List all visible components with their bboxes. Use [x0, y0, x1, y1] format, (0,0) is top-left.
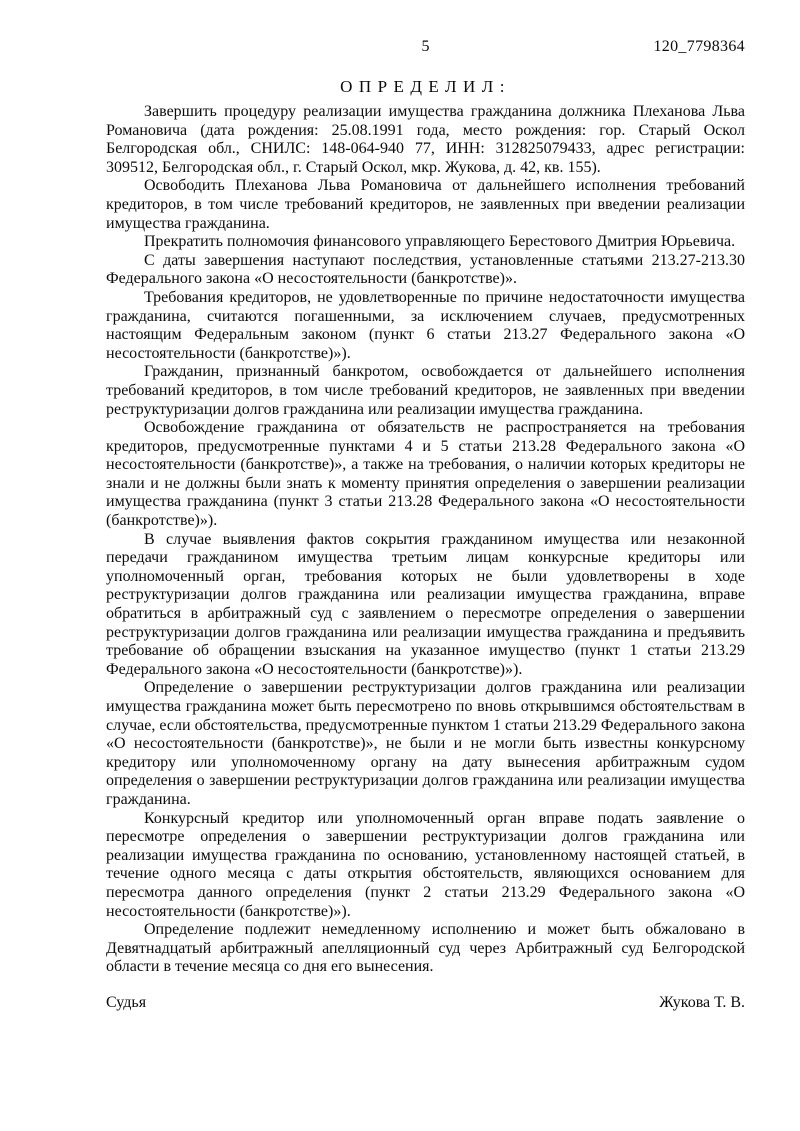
body-paragraph: Освободить Плеханова Льва Романовича от дальнейшего исполнения требований кредиторов, в том числе требований кредиторов, не заявленных при введении реализации имущества гражданина. — [106, 177, 745, 232]
body-paragraph: Завершить процедуру реализации имущества гражданина должника Плеханова Льва Романовича (дата рождения: 25.08.1991 года, место рождения: гор. Старый Оскол Белгородская обл., СНИЛС: 148-064-940 77, ИНН: 312825079433, адрес регистрации: 309512, Белгородская обл., г. Старый Оскол, мкр. Жукова, д. 42, кв. 155). — [106, 103, 745, 176]
body-paragraph: Определение подлежит немедленному исполнению и может быть обжаловано в Девятнадцатый арбитражный апелляционный суд через Арбитражный суд Белгородской области в течение месяца со дня его вынесения. — [106, 921, 745, 976]
body-paragraph: Требования кредиторов, не удовлетворенные по причине недостаточности имущества гражданина, считаются погашенными, за исключением случаев, предусмотренных настоящим Федеральным законом (пункт 6 статьи 213.27 Федерального закона «О несостоятельности (банкротстве)»). — [106, 288, 745, 362]
body-paragraph: Конкурсный кредитор или уполномоченный орган вправе подать заявление о пересмотре определения о завершении реструктуризации долгов гражданина или реализации имущества гражданина по основанию, установленному настоящей статьей, в течение одного месяца с даты открытия обстоятельств, являющихся основанием для пересмотра данного определения (пункт 2 статьи 213.29 Федерального закона «О несостоятельности (банкротстве)»). — [106, 809, 745, 920]
page-number: 5 — [421, 38, 430, 55]
document-body — [106, 103, 745, 977]
document-code: 120_7798364 — [653, 38, 745, 55]
page-header — [106, 37, 745, 56]
judge-label: Судья — [106, 993, 147, 1011]
body-paragraph: В случае выявления фактов сокрытия гражданином имущества или незаконной передачи гражданином имущества третьим лицам конкурсные кредиторы или уполномоченный орган, требования которых не были удовлетворены в ходе реструктуризации долгов гражданина или реализации имущества гражданина, вправе обратиться в арбитражный суд с заявлением о пересмотре определения о завершении реструктуризации долгов гражданина или реализации имущества гражданина и предъявить требование об обращении взыскания на указанное имущество (пункт 1 статьи 213.29 Федерального закона «О несостоятельности (банкротстве)»). — [106, 530, 745, 678]
body-paragraph: Определение о завершении реструктуризации долгов гражданина или реализации имущества гражданина может быть пересмотрено по вновь открывшимся обстоятельствам в случае, если обстоятельства, предусмотренные пунктом 1 статьи 213.29 Федерального закона «О несостоятельности (банкротстве)», не были и не могли быть известны конкурсному кредитору или уполномоченному органу на дату вынесения арбитражным судом определения о завершении реструктуризации долгов гражданина или реализации имущества гражданина. — [106, 679, 745, 808]
body-paragraph: С даты завершения наступают последствия, установленные статьями 213.27-213.30 Федерального закона «О несостоятельности (банкротстве)». — [106, 251, 745, 288]
signature-row — [106, 993, 745, 1012]
body-paragraph: Освобождение гражданина от обязательств не распространяется на требования кредиторов, предусмотренные пунктами 4 и 5 статьи 213.28 Федерального закона «О несостоятельности (банкротстве)», а также на требования, о наличии которых кредиторы не знали и не должны были знать к моменту принятия определения о завершении реализации имущества гражданина (пункт 3 статьи 213.28 Федерального закона «О несостоятельности (банкротстве)»). — [106, 419, 745, 530]
body-paragraph: Гражданин, признанный банкротом, освобождается от дальнейшего исполнения требований кредиторов, в том числе требований кредиторов, не заявленных при введении реструктуризации долгов гражданина или реализации имущества гражданина. — [106, 363, 745, 418]
judge-name: Жукова Т. В. — [659, 993, 745, 1011]
body-paragraph: Прекратить полномочия финансового управляющего Берестового Дмитрия Юрьевича. — [144, 233, 736, 251]
ruling-title: ОПРЕДЕЛИЛ: — [340, 77, 511, 96]
